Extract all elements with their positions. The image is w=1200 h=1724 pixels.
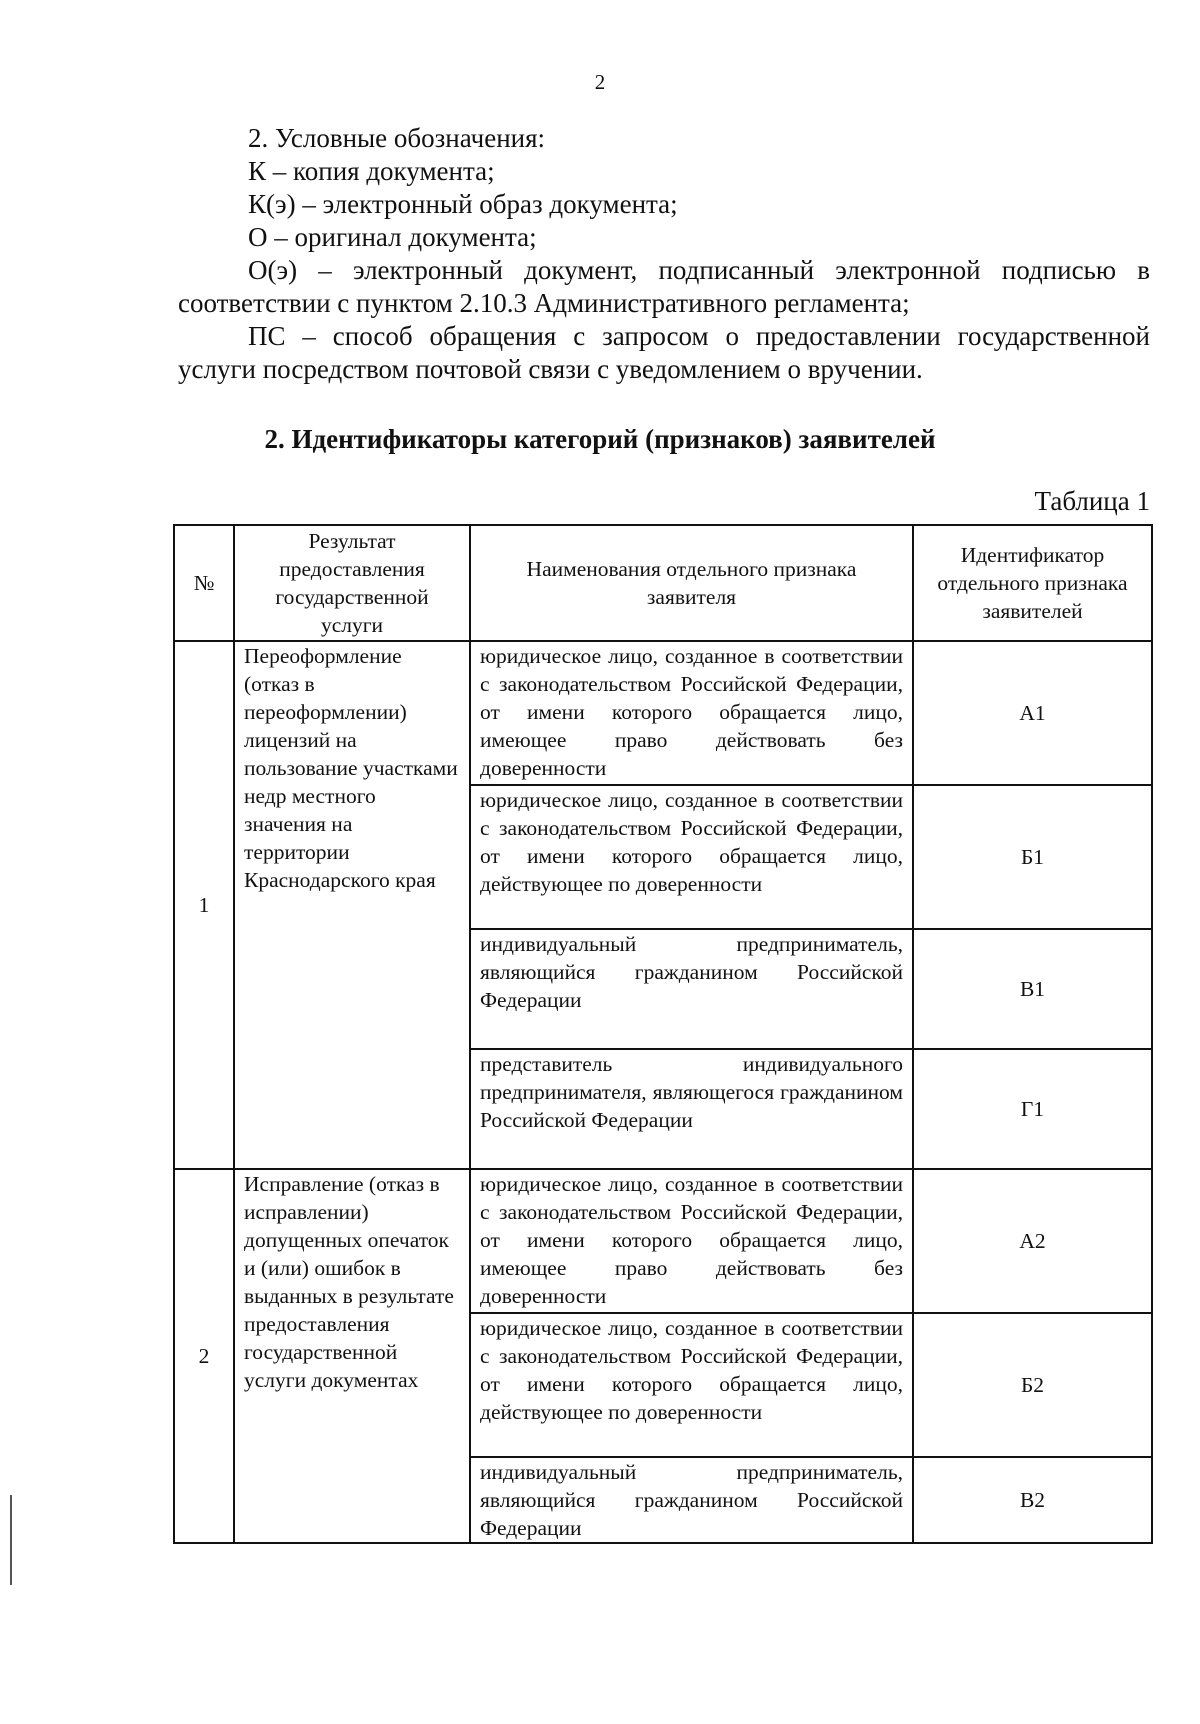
page-number: 2 [594, 70, 606, 94]
row-number: 2 [174, 1169, 234, 1543]
attribute-identifier: В1 [913, 929, 1152, 1049]
applicant-attribute: юридическое лицо, созданное в соответствии с законодательством Российской Федерации, от имени которого обращается лицо, действующее по доверенности [470, 785, 913, 929]
note-item-original: О – оригинал документа; [248, 222, 537, 252]
header-identifier: Идентификатор отдельного признака заявителей [913, 525, 1152, 641]
applicant-attribute: индивидуальный предприниматель, являющийся гражданином Российской Федерации [470, 1457, 913, 1543]
note-item-copy: К – копия документа; [248, 156, 495, 186]
scan-margin-line [10, 1495, 12, 1585]
table-row [174, 641, 1152, 785]
service-result: Исправление (отказ в исправлении) допущенных опечаток и (или) ошибок в выданных в результате предоставления государственной услуги документах [234, 1169, 470, 1543]
table-row [174, 1169, 1152, 1313]
attribute-identifier: Б2 [913, 1313, 1152, 1457]
applicant-attribute: юридическое лицо, созданное в соответствии с законодательством Российской Федерации, от имени которого обращается лицо, действующее по доверенности [470, 1313, 913, 1457]
applicant-attribute: юридическое лицо, созданное в соответствии с законодательством Российской Федерации, от имени которого обращается лицо, имеющее право действовать без доверенности [470, 641, 913, 785]
table-caption: Таблица 1 [1034, 486, 1150, 516]
applicant-identifiers-table [173, 524, 1153, 1544]
note-item-electronic-document: О(э) – электронный документ, подписанный электронной подписью в соответствии с пунктом 2.10.3 Административного регламента; [178, 255, 1150, 318]
header-num: № [174, 525, 234, 641]
attribute-identifier: Б1 [913, 785, 1152, 929]
attribute-identifier: Г1 [913, 1049, 1152, 1169]
applicant-attribute: юридическое лицо, созданное в соответствии с законодательством Российской Федерации, от имени которого обращается лицо, имеющее право действовать без доверенности [470, 1169, 913, 1313]
note-item-electronic-image: К(э) – электронный образ документа; [248, 189, 678, 219]
applicant-attribute: представитель индивидуального предпринимателя, являющегося гражданином Российской Федерации [470, 1049, 913, 1169]
legend-notes [178, 122, 1150, 386]
header-result: Результат предоставления государственной услуги [234, 525, 470, 641]
attribute-identifier: В2 [913, 1457, 1152, 1543]
applicant-attribute: индивидуальный предприниматель, являющийся гражданином Российской Федерации [470, 929, 913, 1049]
note-item-postal: ПС – способ обращения с запросом о предоставлении государственной услуги посредством почтовой связи с уведомлением о вручении. [178, 321, 1150, 384]
table-header-row [174, 525, 1152, 641]
attribute-identifier: А1 [913, 641, 1152, 785]
section-title: 2. Идентификаторы категорий (признаков) заявителей [264, 424, 936, 454]
service-result: Переоформление (отказ в переоформлении) лицензий на пользование участками недр местного значения на территории Краснодарского края [234, 641, 470, 1169]
header-attribute: Наименования отдельного признака заявителя [470, 525, 913, 641]
attribute-identifier: А2 [913, 1169, 1152, 1313]
notes-heading: 2. Условные обозначения: [248, 123, 546, 153]
row-number: 1 [174, 641, 234, 1169]
